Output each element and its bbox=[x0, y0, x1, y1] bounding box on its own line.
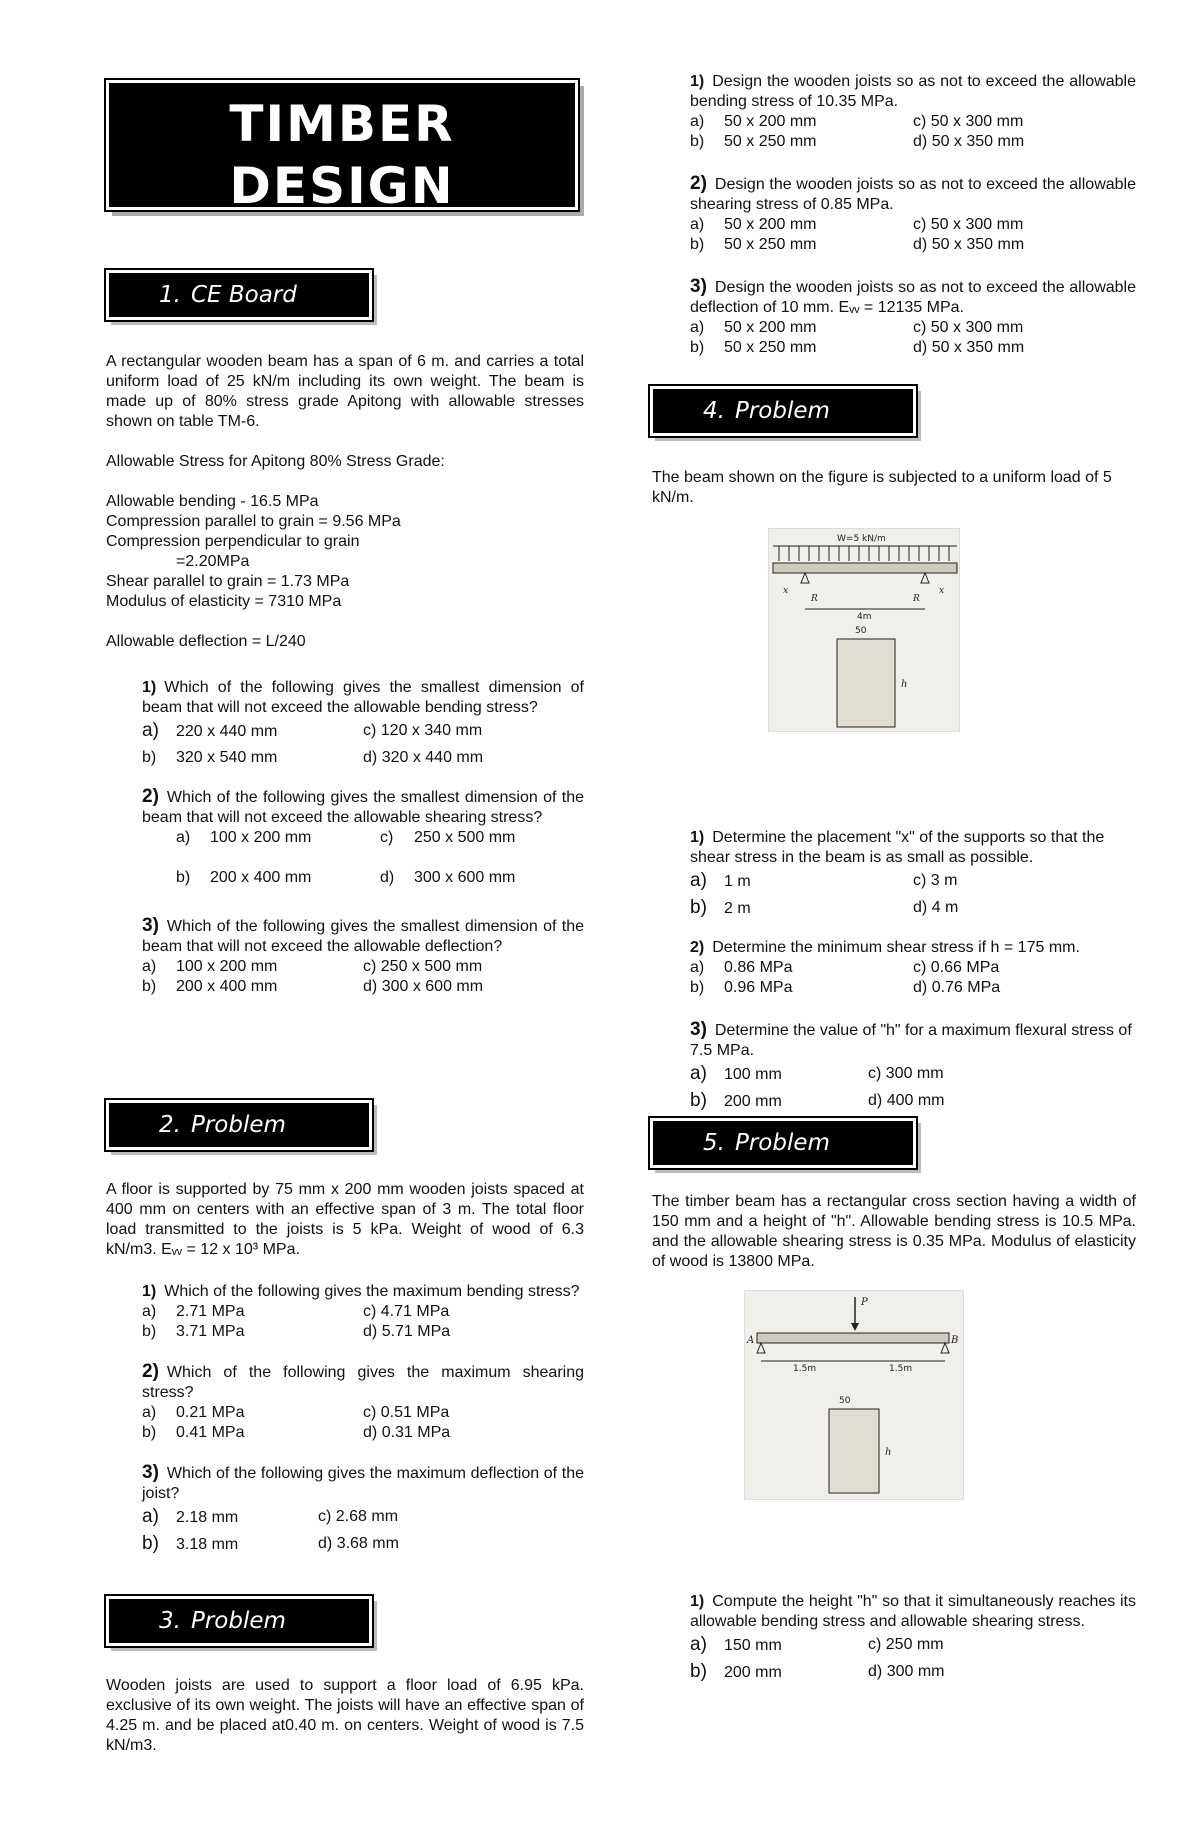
option[interactable]: b) 50 x 250 mm bbox=[690, 236, 817, 253]
option[interactable]: d) 50 x 350 mm bbox=[913, 236, 1025, 253]
question-text: Determine the minimum shear stress if h = 175 mm. bbox=[712, 939, 1080, 956]
option[interactable]: a) 100 mm bbox=[690, 1063, 782, 1084]
question-number: 2) bbox=[142, 786, 159, 807]
question-text: Which of the following gives the maximum bending stress? bbox=[164, 1283, 580, 1300]
options bbox=[142, 1302, 584, 1342]
section-2-questions bbox=[142, 1282, 584, 1558]
option[interactable]: c) 250 mm bbox=[868, 1636, 944, 1653]
option[interactable]: a) 0.86 MPa bbox=[690, 959, 793, 976]
option[interactable]: c) 50 x 300 mm bbox=[913, 113, 1024, 130]
stress-item: =2.20MPa bbox=[176, 553, 250, 570]
label-b: B bbox=[951, 1335, 959, 1346]
option[interactable]: c) 250 x 500 mm bbox=[363, 958, 483, 975]
option[interactable]: d) 0.76 MPa bbox=[913, 979, 1001, 996]
option[interactable]: b) 50 x 250 mm bbox=[690, 133, 817, 150]
question-number: 3) bbox=[690, 1019, 707, 1040]
question-number: 1) bbox=[142, 1283, 157, 1300]
span-2-label: 1.5m bbox=[889, 1364, 913, 1374]
options bbox=[142, 828, 584, 888]
option[interactable]: a) 2.18 mm bbox=[142, 1506, 239, 1527]
beam bbox=[773, 563, 957, 573]
span-label: 4m bbox=[857, 612, 872, 622]
cross-section bbox=[837, 639, 895, 727]
beam-figure-5 bbox=[744, 1290, 964, 1500]
option[interactable]: d) 300 mm bbox=[868, 1663, 945, 1680]
option[interactable]: b) 200 x 400 mm bbox=[176, 869, 312, 886]
stress-item: Allowable bending - 16.5 MPa bbox=[106, 493, 319, 510]
option[interactable]: d) 4 m bbox=[913, 899, 959, 916]
question bbox=[142, 678, 584, 771]
question bbox=[142, 1282, 584, 1342]
beam-figure-4 bbox=[768, 528, 960, 732]
option[interactable]: c) 2.68 mm bbox=[318, 1508, 399, 1525]
option[interactable]: b) 3.71 MPa bbox=[142, 1323, 245, 1340]
option[interactable]: a) 50 x 200 mm bbox=[690, 216, 817, 233]
question-text: Which of the following gives the maximum deflection of the joist? bbox=[142, 1465, 584, 1502]
option[interactable]: b) 320 x 540 mm bbox=[142, 749, 278, 766]
section-header-problem-3: 3. Problem bbox=[106, 1596, 372, 1646]
option[interactable]: c) 250 x 500 mm bbox=[380, 829, 516, 846]
option[interactable]: a) 50 x 200 mm bbox=[690, 319, 817, 336]
x-right-label: x bbox=[939, 586, 945, 596]
question-text: Which of the following gives the maximum shearing stress? bbox=[142, 1364, 584, 1401]
stress-item: Modulus of elasticity = 7310 MPa bbox=[106, 593, 342, 610]
question-text: Compute the height "h" so that it simultaneously reaches its allowable bending stress and allowable shearing stress. bbox=[690, 1593, 1136, 1630]
section-1-body bbox=[106, 352, 584, 652]
option[interactable]: a) 100 x 200 mm bbox=[142, 958, 278, 975]
options bbox=[142, 957, 584, 997]
height-label: h bbox=[885, 1447, 892, 1458]
option[interactable]: c) 50 x 300 mm bbox=[913, 216, 1024, 233]
option[interactable]: d) 50 x 350 mm bbox=[913, 133, 1025, 150]
question-text: Determine the value of "h" for a maximum flexural stress of 7.5 MPa. bbox=[690, 1022, 1132, 1059]
option[interactable]: a) 220 x 440 mm bbox=[142, 720, 278, 741]
options bbox=[690, 1632, 1136, 1686]
stress-item: Compression parallel to grain = 9.56 MPa bbox=[106, 513, 401, 530]
option[interactable]: b) 0.41 MPa bbox=[142, 1424, 245, 1441]
options bbox=[690, 1061, 1136, 1115]
section-2-body bbox=[106, 1180, 584, 1260]
option[interactable]: a) 1 m bbox=[690, 870, 751, 891]
question bbox=[142, 787, 584, 888]
question bbox=[690, 72, 1136, 152]
question-number: 2) bbox=[690, 939, 705, 956]
options bbox=[690, 215, 1136, 255]
point-load-label: P bbox=[861, 1297, 868, 1308]
options bbox=[142, 718, 584, 771]
section-4-body bbox=[652, 468, 1136, 508]
option[interactable]: b) 50 x 250 mm bbox=[690, 339, 817, 356]
width-label: 50 bbox=[839, 1396, 851, 1406]
span-1-label: 1.5m bbox=[793, 1364, 817, 1374]
section-2-intro: A floor is supported by 75 mm x 200 mm wooden joists spaced at 400 mm on centers with an effective span of 3 m. The total floor load transmitted to the joists is 5 kPa. Weight of wood of 6.3 kN/m3. Eᵥᵥ = 12 x 10³ MPa. bbox=[106, 1181, 584, 1258]
options bbox=[690, 868, 1136, 922]
option[interactable]: b) 200 mm bbox=[690, 1090, 782, 1111]
option[interactable]: a) 50 x 200 mm bbox=[690, 113, 817, 130]
question bbox=[690, 938, 1136, 998]
options bbox=[690, 112, 1136, 152]
option[interactable]: c) 4.71 MPa bbox=[363, 1303, 450, 1320]
question-text: Determine the placement "x" of the supports so that the shear stress in the beam is as small as possible. bbox=[690, 829, 1105, 866]
option[interactable]: a) 150 mm bbox=[690, 1634, 782, 1655]
question bbox=[690, 277, 1136, 358]
option[interactable]: b) 200 mm bbox=[690, 1661, 782, 1682]
options bbox=[142, 1504, 584, 1558]
section-1-questions bbox=[142, 678, 584, 997]
section-header-problem-5: 5. Problem bbox=[650, 1118, 916, 1168]
option[interactable]: c) 3 m bbox=[913, 872, 958, 889]
support-right bbox=[921, 573, 929, 583]
support-right bbox=[941, 1343, 949, 1353]
option[interactable]: c) 0.51 MPa bbox=[363, 1404, 450, 1421]
question-text: Which of the following gives the smallest dimension of beam that will not exceed the allowable bending stress? bbox=[142, 679, 584, 716]
section-header-problem-4: 4. Problem bbox=[650, 386, 916, 436]
question bbox=[142, 1362, 584, 1443]
option[interactable]: d) 0.31 MPa bbox=[363, 1424, 451, 1441]
question-text: Design the wooden joists so as not to exceed the allowable bending stress of 10.35 MPa. bbox=[690, 73, 1136, 110]
section-header-problem-2: 2. Problem bbox=[106, 1100, 372, 1150]
option[interactable]: d) 300 x 600 mm bbox=[363, 978, 484, 995]
question-number: 1) bbox=[690, 829, 705, 846]
option[interactable]: d) 3.68 mm bbox=[318, 1535, 399, 1552]
load-arrows bbox=[773, 546, 957, 561]
option[interactable]: b) 3.18 mm bbox=[142, 1533, 239, 1554]
question-number: 2) bbox=[142, 1361, 159, 1382]
beam bbox=[757, 1333, 949, 1343]
option[interactable]: c) 120 x 340 mm bbox=[363, 722, 483, 739]
section-1-intro: A rectangular wooden beam has a span of 6 m. and carries a total uniform load of 25 kN/m including its own weight. The beam is made up of 80% stress grade Apitong with allowable stresses shown on table TM-6. bbox=[106, 353, 584, 430]
beam-diagram-5 bbox=[745, 1291, 965, 1501]
beam-diagram-4 bbox=[769, 529, 961, 733]
stress-list bbox=[106, 492, 584, 612]
question-text: Design the wooden joists so as not to exceed the allowable shearing stress of 0.85 MPa. bbox=[690, 176, 1136, 213]
section-3-questions bbox=[690, 72, 1136, 358]
option[interactable]: d) 5.71 MPa bbox=[363, 1323, 451, 1340]
option[interactable]: a) 2.71 MPa bbox=[142, 1303, 245, 1320]
question-text: Design the wooden joists so as not to exceed the allowable deflection of 10 mm. Eᵥᵥ = 12135 MPa. bbox=[690, 279, 1136, 316]
question-text: Which of the following gives the smallest dimension of the beam that will not exceed the allowable deflection? bbox=[142, 918, 584, 955]
question-number: 2) bbox=[690, 173, 707, 194]
option[interactable]: d) 400 mm bbox=[868, 1092, 945, 1109]
reaction-left-label: R bbox=[811, 594, 818, 604]
label-a: A bbox=[747, 1335, 755, 1346]
option[interactable]: a) 100 x 200 mm bbox=[176, 829, 312, 846]
question-number: 3) bbox=[142, 1462, 159, 1483]
question bbox=[690, 1020, 1136, 1115]
cross-section bbox=[829, 1409, 879, 1493]
stress-item: Shear parallel to grain = 1.73 MPa bbox=[106, 573, 350, 590]
options bbox=[690, 318, 1136, 358]
option[interactable]: c) 300 mm bbox=[868, 1065, 944, 1082]
option[interactable]: b) 2 m bbox=[690, 897, 751, 918]
question-number: 1) bbox=[690, 1593, 705, 1610]
question bbox=[690, 828, 1136, 922]
option[interactable]: c) 50 x 300 mm bbox=[913, 319, 1024, 336]
options bbox=[142, 1403, 584, 1443]
option[interactable]: d) 320 x 440 mm bbox=[363, 749, 484, 766]
question-number: 1) bbox=[690, 73, 705, 90]
section-4-intro: The beam shown on the figure is subjected to a uniform load of 5 kN/m. bbox=[652, 469, 1112, 506]
section-3-body bbox=[106, 1676, 584, 1756]
stress-table-title: Allowable Stress for Apitong 80% Stress Grade: bbox=[106, 453, 445, 470]
height-label: h bbox=[901, 679, 908, 690]
question bbox=[690, 174, 1136, 255]
question-text: Which of the following gives the smallest dimension of the beam that will not exceed the allowable shearing stress? bbox=[142, 789, 584, 826]
question-number: 1) bbox=[142, 679, 157, 696]
question bbox=[142, 1463, 584, 1558]
option[interactable]: c) 0.66 MPa bbox=[913, 959, 1000, 976]
x-left-label: x bbox=[783, 586, 789, 596]
section-5-questions bbox=[690, 1592, 1136, 1686]
section-4-questions bbox=[690, 828, 1136, 1115]
option[interactable]: a) 0.21 MPa bbox=[142, 1404, 245, 1421]
question bbox=[690, 1592, 1136, 1686]
option[interactable]: d) 50 x 350 mm bbox=[913, 339, 1025, 356]
question bbox=[142, 916, 584, 997]
option[interactable]: b) 0.96 MPa bbox=[690, 979, 793, 996]
section-3-intro: Wooden joists are used to support a floor load of 6.95 kPa. exclusive of its own weight. The joists will have an effective span of 4.25 m. and be placed at0.40 m. on centers. Weight of wood is 7.5 kN/m3. bbox=[106, 1677, 584, 1754]
support-left bbox=[757, 1343, 765, 1353]
stress-item: Compression perpendicular to grain bbox=[106, 533, 360, 550]
option[interactable]: d) 300 x 600 mm bbox=[380, 869, 516, 886]
support-left bbox=[801, 573, 809, 583]
option[interactable]: b) 200 x 400 mm bbox=[142, 978, 278, 995]
width-label: 50 bbox=[855, 626, 867, 636]
options bbox=[690, 958, 1136, 998]
page-title: TIMBER DESIGN bbox=[106, 80, 578, 210]
section-5-body bbox=[652, 1192, 1136, 1272]
allowable-deflection: Allowable deflection = L/240 bbox=[106, 633, 306, 650]
arrow-head bbox=[851, 1323, 859, 1331]
section-header-ce-board: 1. CE Board bbox=[106, 270, 372, 320]
load-label: W=5 kN/m bbox=[837, 534, 886, 544]
question-number: 3) bbox=[690, 276, 707, 297]
section-5-intro: The timber beam has a rectangular cross section having a width of 150 mm and a height of "h". Allowable bending stress is 10.5 MPa. and the allowable shearing stress is 0.35 MPa. Modulus of elasticity of wood is 13800 MPa. bbox=[652, 1193, 1136, 1270]
reaction-right-label: R bbox=[913, 594, 920, 604]
question-number: 3) bbox=[142, 915, 159, 936]
